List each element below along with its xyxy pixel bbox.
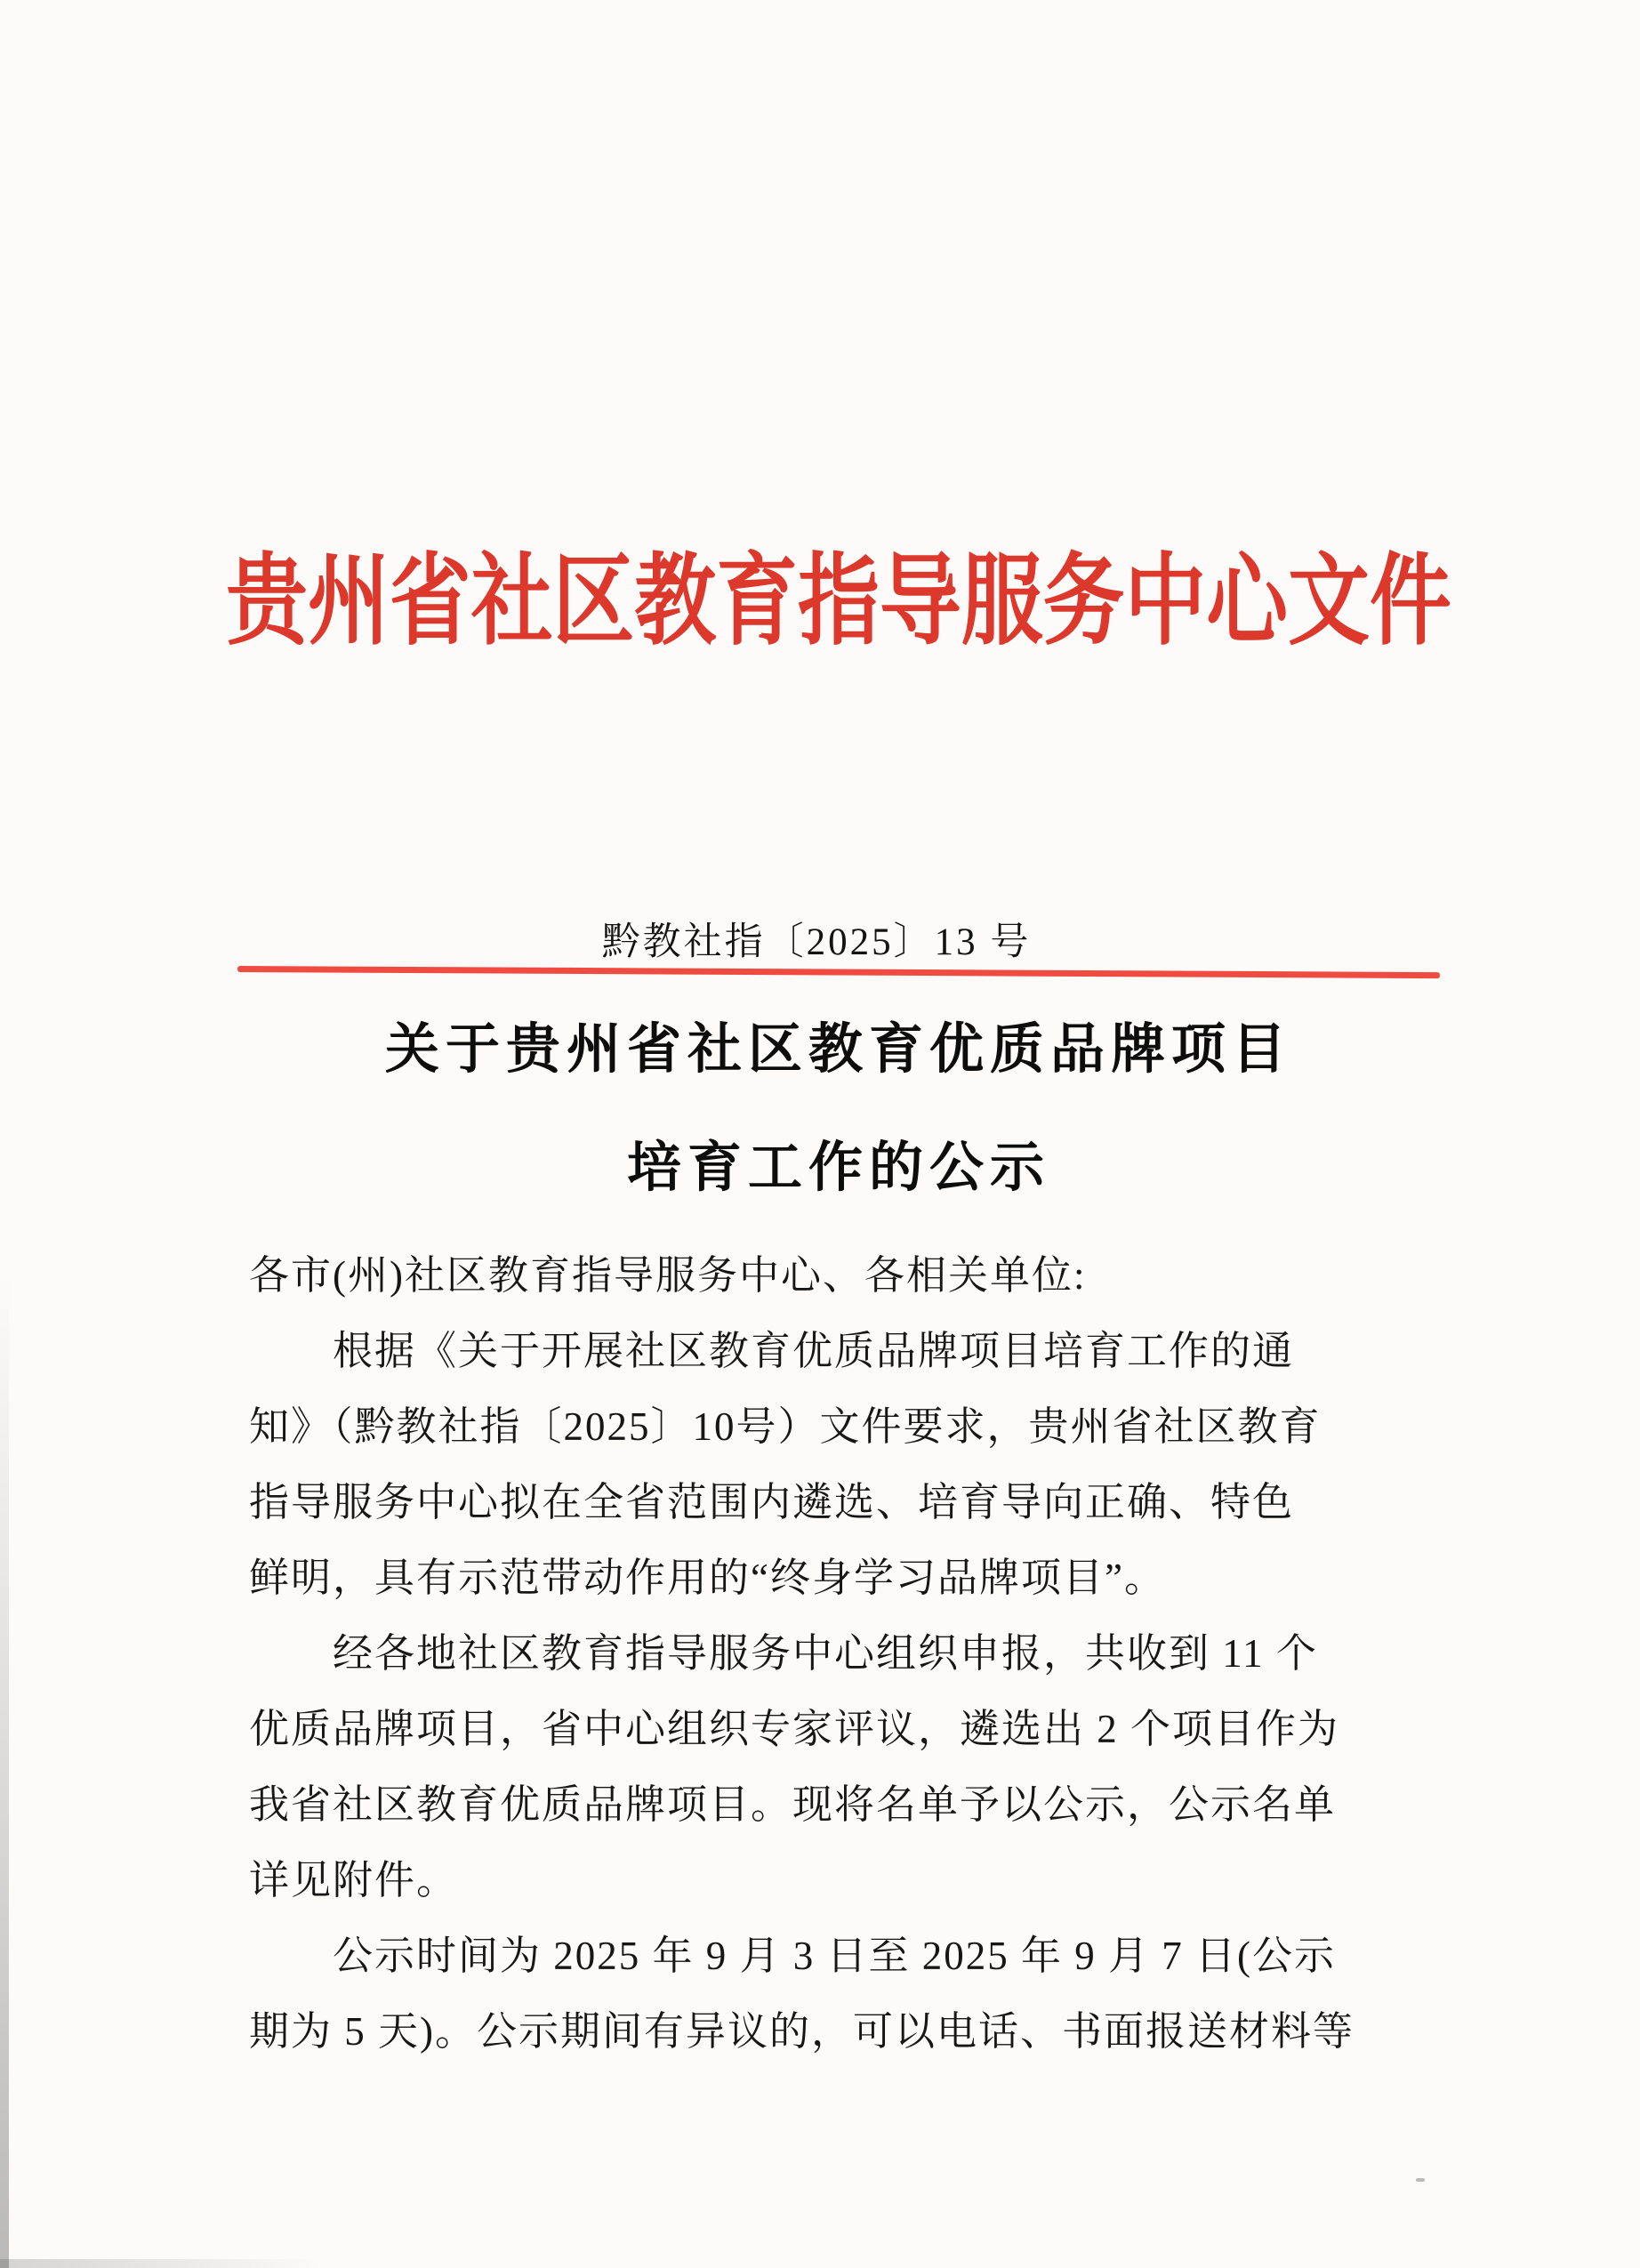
body-line: 详见附件。 [249, 1858, 459, 1902]
body-line: 鲜明，具有示范带动作用的“终身学习品牌项目”。 [249, 1556, 1166, 1600]
red-divider-line [237, 966, 1440, 978]
document-title-line1: 关于贵州省社区教育优质品牌项目 [384, 1020, 1293, 1080]
letterhead-org-title: 贵州省社区教育指导服务中心文件 [226, 547, 1451, 657]
body-line-salutation: 各市(州)社区教育指导服务中心、各相关单位: [249, 1253, 1087, 1298]
body-line: 公示时间为 2025 年 9 月 3 日至 2025 年 9 月 7 日(公示 [333, 1934, 1336, 1978]
body-line: 根据《关于开展社区教育优质品牌项目培育工作的通 [333, 1329, 1295, 1373]
body-line: 期为 5 天)。公示期间有异议的，可以电话、书面报送材料等 [249, 2009, 1355, 2054]
scan-speck [1416, 2178, 1425, 2182]
document-reference-number: 黔教社指〔2025〕13 号 [601, 921, 1032, 963]
scan-shadow-bottom-edge [0, 2259, 320, 2268]
body-line: 优质品牌项目，省中心组织专家评议，遴选出 2 个项目作为 [249, 1707, 1340, 1751]
document-title-line2: 培育工作的公示 [626, 1138, 1051, 1198]
body-line: 指导服务中心拟在全省范围内遴选、培育导向正确、特色 [249, 1480, 1295, 1524]
body-line: 经各地社区教育指导服务中心组织申报，共收到 11 个 [333, 1631, 1318, 1676]
body-line: 我省社区教育优质品牌项目。现将名单予以公示，公示名单 [249, 1782, 1337, 1827]
body-line: 知》（黔教社指〔2025〕10号）文件要求，贵州省社区教育 [249, 1404, 1322, 1449]
document-body [249, 1238, 1432, 2070]
scan-shadow-left-edge [0, 1272, 9, 2268]
